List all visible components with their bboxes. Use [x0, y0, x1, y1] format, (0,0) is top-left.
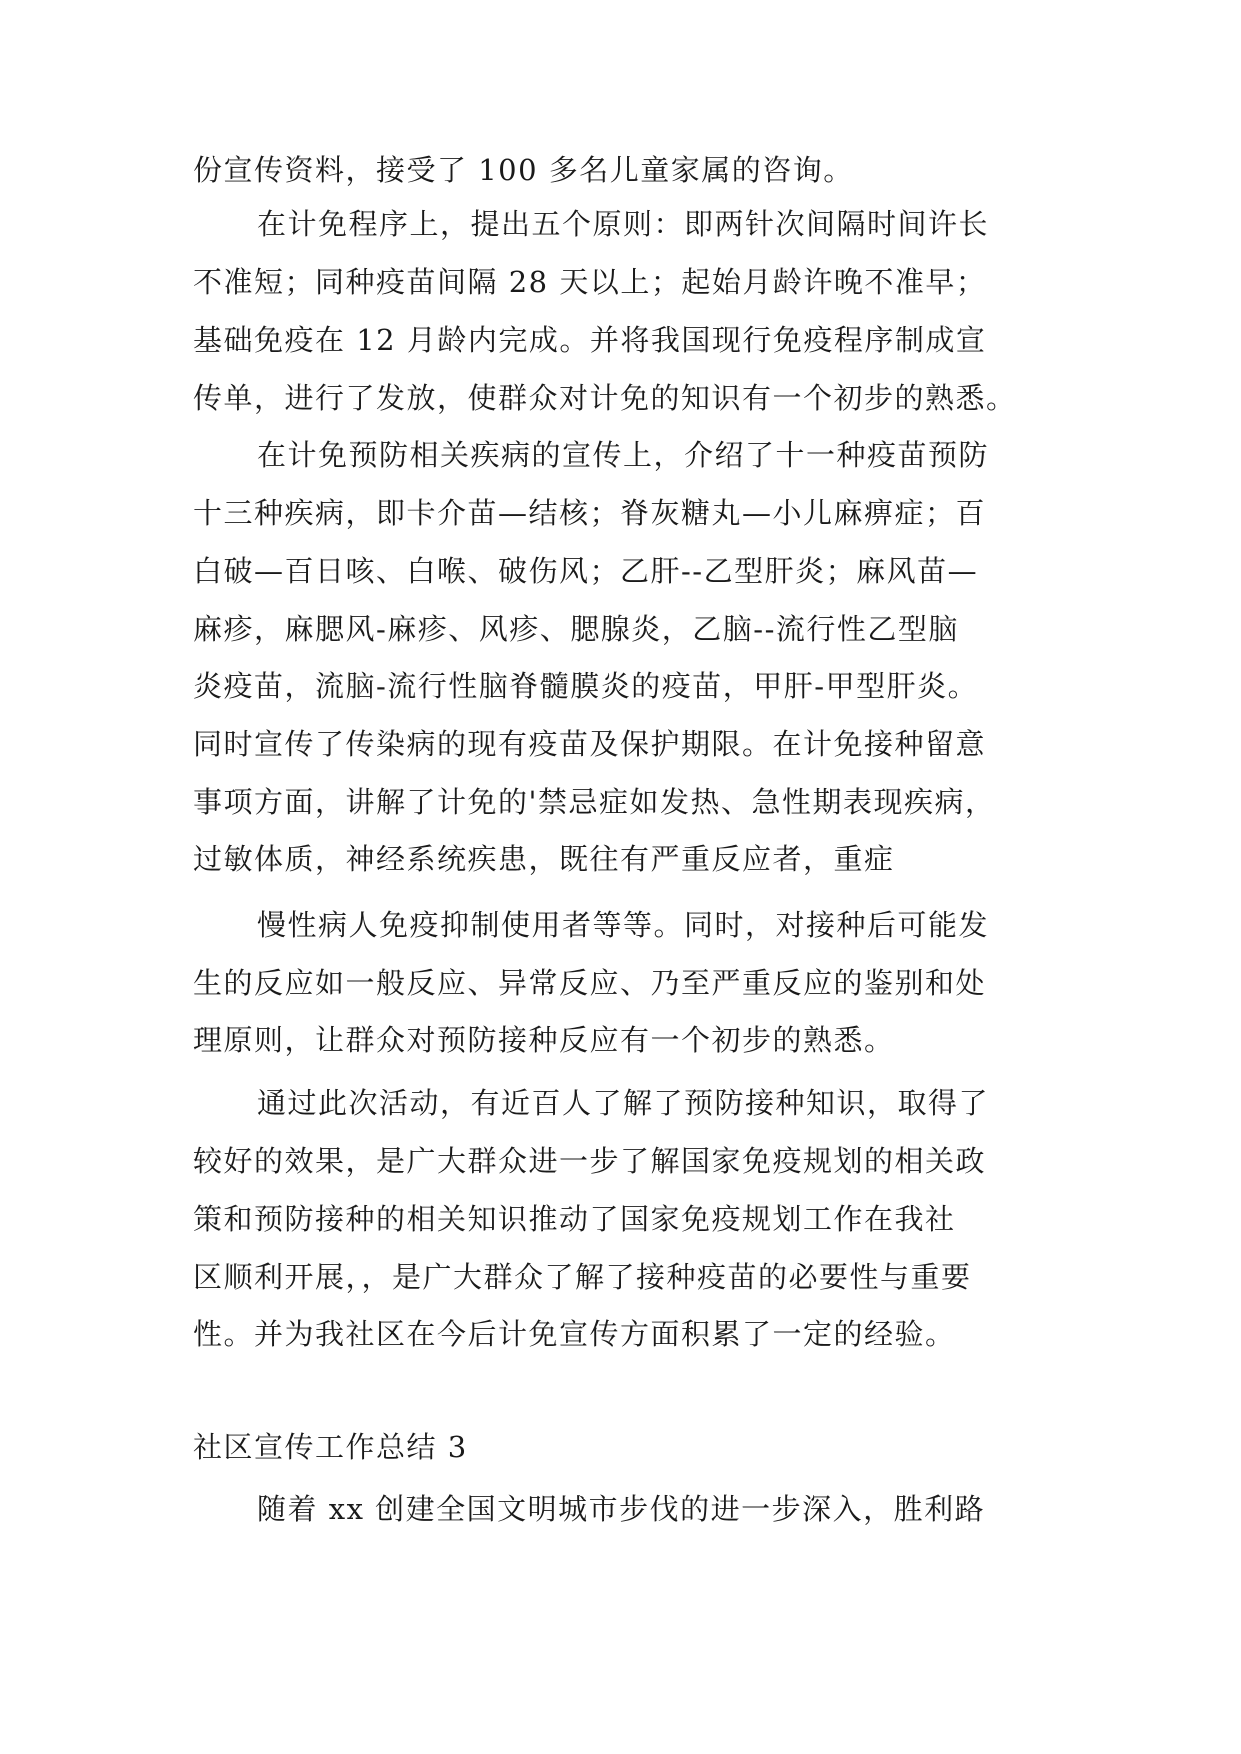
- paragraph-5-line-5: 性。并为我社区在今后计免宣传方面积累了一定的经验。: [193, 1317, 956, 1351]
- paragraph-2-line-4: 传单，进行了发放，使群众对计免的知识有一个初步的熟悉。: [193, 381, 1017, 415]
- paragraph-2-line-3: 基础免疫在 12 月龄内完成。并将我国现行免疫程序制成宣: [193, 323, 987, 357]
- paragraph-3-line-1: 在计免预防相关疾病的宣传上，介绍了十一种疫苗预防: [257, 438, 990, 472]
- paragraph-3-line-2: 十三种疾病，即卡介苗—结核；脊灰糖丸—小儿麻痹症；百: [193, 496, 987, 530]
- paragraph-3-line-5: 炎疫苗，流脑-流行性脑脊髓膜炎的疫苗，甲肝-甲型肝炎。: [193, 669, 979, 703]
- paragraph-3-line-4: 麻疹，麻腮风-麻疹、风疹、腮腺炎，乙脑--流行性乙型脑: [193, 612, 959, 646]
- paragraph-5-line-1: 通过此次活动，有近百人了解了预防接种知识，取得了: [257, 1086, 990, 1120]
- paragraph-3-line-8: 过敏体质，神经系统疾患，既往有严重反应者，重症: [193, 842, 895, 876]
- paragraph-1-line-1: 份宣传资料，接受了 100 多名儿童家属的咨询。: [193, 153, 854, 187]
- paragraph-5-line-2: 较好的效果，是广大群众进一步了解国家免疫规划的相关政: [193, 1144, 987, 1178]
- paragraph-4-line-2: 生的反应如一般反应、异常反应、乃至严重反应的鉴别和处: [193, 966, 987, 1000]
- paragraph-5-line-3: 策和预防接种的相关知识推动了国家免疫规划工作在我社: [193, 1202, 956, 1236]
- paragraph-3-line-7: 事项方面，讲解了计免的'禁忌症如发热、急性期表现疾病，: [193, 785, 996, 819]
- paragraph-2-line-1: 在计免程序上，提出五个原则：即两针次间隔时间许长: [257, 207, 990, 241]
- paragraph-4-line-3: 理原则，让群众对预防接种反应有一个初步的熟悉。: [193, 1023, 895, 1057]
- paragraph-6-line-1: 随着 xx 创建全国文明城市步伐的进一步深入，胜利路: [257, 1492, 986, 1526]
- paragraph-2-line-2: 不准短；同种疫苗间隔 28 天以上；起始月龄许晚不准早；: [193, 265, 987, 299]
- document-body: [193, 0, 1073, 1754]
- paragraph-5-line-4: 区顺利开展，，是广大群众了解了接种疫苗的必要性与重要: [193, 1260, 972, 1294]
- section-heading: 社区宣传工作总结 3: [193, 1430, 468, 1464]
- paragraph-3-line-3: 白破—百日咳、白喉、破伤风；乙肝--乙型肝炎；麻风苗—: [193, 554, 979, 588]
- paragraph-4-line-1: 慢性病人免疫抑制使用者等等。同时，对接种后可能发: [257, 908, 990, 942]
- paragraph-3-line-6: 同时宣传了传染病的现有疫苗及保护期限。在计免接种留意: [193, 727, 987, 761]
